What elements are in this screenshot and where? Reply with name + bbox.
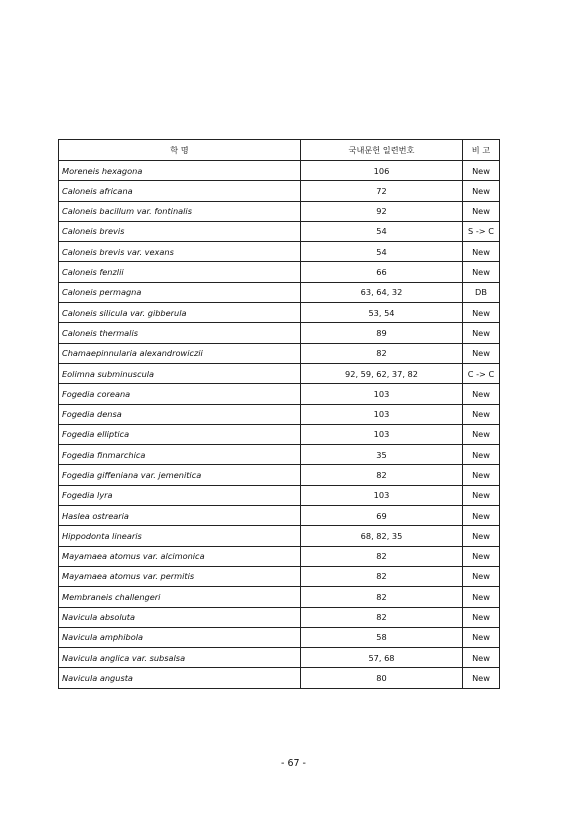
species-name-cell: Fogedia elliptica [59, 424, 301, 444]
reference-numbers-cell: 103 [301, 384, 463, 404]
species-table [58, 139, 500, 689]
remark-cell: New [463, 627, 500, 647]
table-row [59, 668, 500, 688]
header-scientific-name: 학 명 [59, 140, 301, 161]
remark-cell: New [463, 303, 500, 323]
reference-numbers-cell: 54 [301, 221, 463, 241]
species-name-cell: Navicula anglica var. subsalsa [59, 648, 301, 668]
remark-cell: New [463, 546, 500, 566]
remark-cell: New [463, 485, 500, 505]
table-row [59, 323, 500, 343]
species-name-cell: Caloneis silicula var. gibberula [59, 303, 301, 323]
table-row [59, 343, 500, 363]
table-row [59, 161, 500, 181]
table-row [59, 566, 500, 586]
table-row [59, 282, 500, 302]
species-name-cell: Haslea ostrearia [59, 506, 301, 526]
remark-cell: New [463, 566, 500, 586]
remark-cell: New [463, 587, 500, 607]
remark-cell: New [463, 465, 500, 485]
reference-numbers-cell: 103 [301, 424, 463, 444]
reference-numbers-cell: 58 [301, 627, 463, 647]
species-name-cell: Mayamaea atomus var. alcimonica [59, 546, 301, 566]
reference-numbers-cell: 69 [301, 506, 463, 526]
species-name-cell: Fogedia giffeniana var. jemenitica [59, 465, 301, 485]
species-name-cell: Chamaepinnularia alexandrowiczii [59, 343, 301, 363]
species-name-cell: Fogedia lyra [59, 485, 301, 505]
table-row [59, 587, 500, 607]
table-row [59, 526, 500, 546]
reference-numbers-cell: 53, 54 [301, 303, 463, 323]
reference-numbers-cell: 57, 68 [301, 648, 463, 668]
species-name-cell: Caloneis thermalis [59, 323, 301, 343]
remark-cell: New [463, 323, 500, 343]
species-name-cell: Caloneis permagna [59, 282, 301, 302]
table-row [59, 384, 500, 404]
table-header-row [59, 140, 500, 161]
table-row [59, 262, 500, 282]
species-name-cell: Eolimna subminuscula [59, 363, 301, 383]
reference-numbers-cell: 92 [301, 201, 463, 221]
reference-numbers-cell: 82 [301, 465, 463, 485]
table-row [59, 546, 500, 566]
header-reference-numbers: 국내문헌 일련번호 [301, 140, 463, 161]
table-row [59, 607, 500, 627]
species-name-cell: Caloneis brevis [59, 221, 301, 241]
table-row [59, 363, 500, 383]
table-row [59, 627, 500, 647]
species-name-cell: Mayamaea atomus var. permitis [59, 566, 301, 586]
species-name-cell: Navicula amphibola [59, 627, 301, 647]
species-name-cell: Fogedia coreana [59, 384, 301, 404]
table-row [59, 303, 500, 323]
table-row [59, 648, 500, 668]
table-row [59, 424, 500, 444]
remark-cell: S -> C [463, 221, 500, 241]
reference-numbers-cell: 103 [301, 404, 463, 424]
table-row [59, 485, 500, 505]
table-row [59, 445, 500, 465]
species-name-cell: Caloneis bacillum var. fontinalis [59, 201, 301, 221]
species-name-cell: Moreneis hexagona [59, 161, 301, 181]
reference-numbers-cell: 92, 59, 62, 37, 82 [301, 363, 463, 383]
reference-numbers-cell: 63, 64, 32 [301, 282, 463, 302]
species-name-cell: Fogedia finmarchica [59, 445, 301, 465]
remark-cell: New [463, 242, 500, 262]
table-row [59, 404, 500, 424]
reference-numbers-cell: 82 [301, 546, 463, 566]
table-row [59, 181, 500, 201]
remark-cell: C -> C [463, 363, 500, 383]
header-remarks: 비 고 [463, 140, 500, 161]
reference-numbers-cell: 82 [301, 587, 463, 607]
reference-numbers-cell: 66 [301, 262, 463, 282]
remark-cell: New [463, 161, 500, 181]
species-name-cell: Caloneis brevis var. vexans [59, 242, 301, 262]
remark-cell: New [463, 445, 500, 465]
remark-cell: New [463, 607, 500, 627]
reference-numbers-cell: 54 [301, 242, 463, 262]
remark-cell: New [463, 506, 500, 526]
species-name-cell: Caloneis africana [59, 181, 301, 201]
remark-cell: New [463, 526, 500, 546]
reference-numbers-cell: 80 [301, 668, 463, 688]
reference-numbers-cell: 68, 82, 35 [301, 526, 463, 546]
remark-cell: New [463, 262, 500, 282]
remark-cell: New [463, 404, 500, 424]
remark-cell: New [463, 424, 500, 444]
species-name-cell: Fogedia densa [59, 404, 301, 424]
reference-numbers-cell: 103 [301, 485, 463, 505]
table-row [59, 242, 500, 262]
reference-numbers-cell: 82 [301, 607, 463, 627]
species-name-cell: Membraneis challengeri [59, 587, 301, 607]
remark-cell: DB [463, 282, 500, 302]
species-name-cell: Navicula absoluta [59, 607, 301, 627]
table-body [59, 161, 500, 689]
reference-numbers-cell: 35 [301, 445, 463, 465]
remark-cell: New [463, 384, 500, 404]
reference-numbers-cell: 106 [301, 161, 463, 181]
table-row [59, 506, 500, 526]
table-row [59, 465, 500, 485]
remark-cell: New [463, 648, 500, 668]
remark-cell: New [463, 201, 500, 221]
species-name-cell: Navicula angusta [59, 668, 301, 688]
remark-cell: New [463, 668, 500, 688]
reference-numbers-cell: 72 [301, 181, 463, 201]
reference-numbers-cell: 82 [301, 343, 463, 363]
remark-cell: New [463, 181, 500, 201]
table-row [59, 221, 500, 241]
species-name-cell: Hippodonta linearis [59, 526, 301, 546]
page-number: - 67 - [281, 758, 306, 769]
table-row [59, 201, 500, 221]
remark-cell: New [463, 343, 500, 363]
species-name-cell: Caloneis fenzlii [59, 262, 301, 282]
reference-numbers-cell: 82 [301, 566, 463, 586]
reference-numbers-cell: 89 [301, 323, 463, 343]
